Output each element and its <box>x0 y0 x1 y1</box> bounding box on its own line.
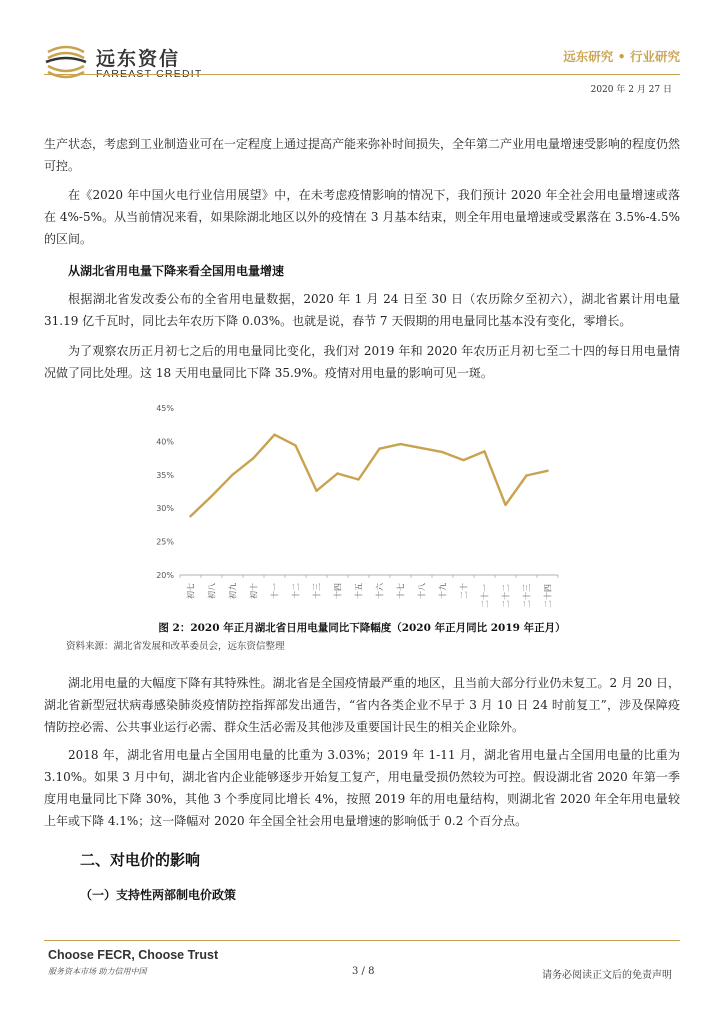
data-point <box>273 434 275 436</box>
footer-tagline: 服务资本市场 助力信用中国 <box>48 967 147 976</box>
x-tick-label: 十三 <box>312 583 322 599</box>
x-tick-label: 十六 <box>375 583 385 599</box>
footer-slogan: Choose FECR, Choose Trust <box>48 948 219 962</box>
page-number: 3 / 8 <box>352 966 375 977</box>
x-tick-label: 十四 <box>333 583 343 599</box>
line-chart <box>148 396 568 618</box>
x-tick-label: 二十 <box>459 583 469 599</box>
x-tick-label: 初八 <box>207 583 217 599</box>
paragraph-1: 生产状态，考虑到工业制造业可在一定程度上通过提高产能来弥补时间损失，全年第二产业用电量增速受影响的程度仍然可控。 <box>44 137 681 173</box>
report-date: 2020 年 2 月 27 日 <box>590 85 672 95</box>
x-tick-label: 十八 <box>417 583 427 599</box>
data-point <box>546 470 548 472</box>
paragraph-6: 2018 年，湖北省用电量占全国用电量的比重为 3.03%；2019 年 1-11 月，湖北省用电量占全国用电量的比重为 3.10%。如果 3 月中旬，湖北省内企业能够逐步开始复工复产，用电量受损仍然较为可控。假设湖北省 2020 年第一季度用电量同比下降 30%，其他 3 个季度同比增长 4%，按照 2019 年的用电量结构，则湖北省 2020 年全年用电量较上年或下降 4.1%；这一降幅对 2020 年全国全社会用电量增速的影响低于 0.2 个百分点。 <box>44 748 680 828</box>
x-tick-label: 二十一 <box>480 584 490 608</box>
footer-divider <box>44 940 680 941</box>
data-point <box>441 451 443 453</box>
x-tick-label: 十二 <box>291 583 301 599</box>
section-heading-price: 二、对电价的影响 <box>80 851 201 869</box>
x-tick-label: 二十四 <box>543 584 553 608</box>
data-point <box>231 474 233 476</box>
chart-caption: 图 2：2020 年正月湖北省日用电量同比下降幅度（2020 年正月同比 2019 年正月） <box>158 622 566 634</box>
subheading-hubei: 从湖北省用电量下降来看全国用电量增速 <box>68 264 285 278</box>
x-tick-label: 二十二 <box>501 584 511 608</box>
y-tick-label: 25% <box>156 537 174 547</box>
y-tick-label: 35% <box>156 470 174 480</box>
data-point <box>294 444 296 446</box>
header-divider <box>44 74 680 75</box>
data-point <box>483 450 485 452</box>
x-tick-label: 十五 <box>354 583 364 599</box>
x-tick-label: 初十 <box>249 583 259 599</box>
x-tick-label: 十七 <box>396 583 406 599</box>
data-point <box>504 504 506 506</box>
data-point <box>525 474 527 476</box>
paragraph-4: 为了观察农历正月初七之后的用电量同比变化，我们对 2019 年和 2020 年农历正月初七至二十四的每日用电量情况做了同比处理。这 18 天用电量同比下降 35.9%。疫情对用电量的影响可见一斑。 <box>44 344 680 380</box>
report-category: 远东研究 • 行业研究 <box>563 49 680 64</box>
data-point <box>210 495 212 497</box>
x-tick-label: 二十三 <box>522 584 532 608</box>
data-point <box>189 515 191 517</box>
brand-name-en: FAREAST CREDIT <box>96 68 203 80</box>
data-point <box>336 472 338 474</box>
data-point <box>462 459 464 461</box>
y-tick-label: 20% <box>156 571 174 580</box>
data-point <box>420 447 422 449</box>
x-tick-label: 十一 <box>270 583 280 599</box>
y-tick-label: 40% <box>156 437 174 447</box>
x-tick-label: 十九 <box>438 583 448 599</box>
paragraph-2: 在《2020 年中国火电行业信用展望》中，在未考虑疫情影响的情况下，我们预计 2020 年全社会用电量增速或落在 4%-5%。从当前情况来看，如果除湖北地区以外的疫情在 3 月基本结束，则全年用电量增速或受累落在 3.5%-4.5%的区间。 <box>44 188 680 246</box>
data-point <box>357 478 359 480</box>
data-point <box>378 448 380 450</box>
data-point <box>252 457 254 459</box>
paragraph-5: 湖北用电量的大幅度下降有其特殊性。湖北省是全国疫情最严重的地区，且当前大部分行业仍未复工。2 月 20 日，湖北省新型冠状病毒感染肺炎疫情防控指挥部发出通告，“省内各类企业不早于 3 月 10 日 24 时前复工”，涉及保障疫情防控必需、公共事业运行必需、群众生活必需及其他涉及重要国计民生的相关企业除外。 <box>44 676 680 734</box>
chart-source: 资料来源：湖北省发展和改革委员会，远东资信整理 <box>66 641 285 652</box>
paragraph-3: 根据湖北省发改委公布的全省用电量数据，2020 年 1 月 24 日至 30 日（农历除夕至初六），湖北省累计用电量 31.19 亿千瓦时，同比去年农历下降 0.03%。也就是说，春节 7 天假期的用电量同比基本没有变化，零增长。 <box>44 292 680 328</box>
disclaimer-note: 请务必阅读正文后的免责声明 <box>542 970 672 981</box>
data-point <box>315 490 317 492</box>
subsection-heading-two-part-price: （一）支持性两部制电价政策 <box>80 888 237 902</box>
x-tick-label: 初九 <box>228 583 238 599</box>
x-tick-label: 初七 <box>186 583 196 599</box>
brand-name-cn: 远东资信 <box>96 48 181 70</box>
y-tick-label: 45% <box>156 404 174 413</box>
y-tick-label: 30% <box>156 504 174 514</box>
series-line <box>191 435 548 517</box>
data-point <box>399 443 401 445</box>
